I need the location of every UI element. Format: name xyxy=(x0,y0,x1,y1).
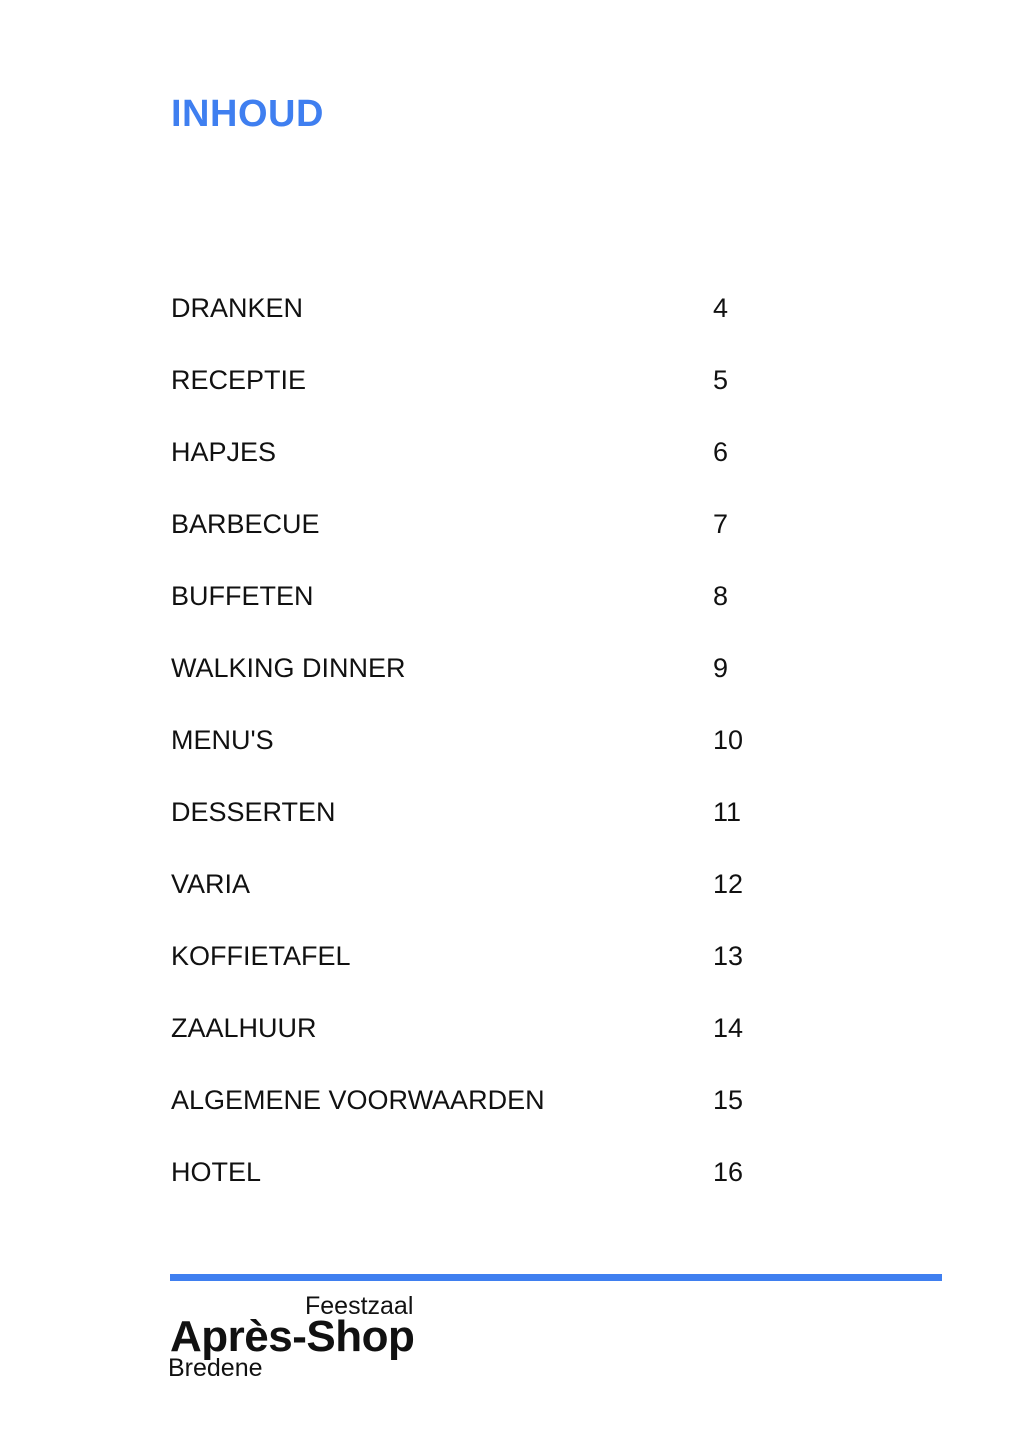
footer-divider xyxy=(170,1274,942,1281)
toc-entry-label: KOFFIETAFEL xyxy=(171,941,351,971)
logo-subtitle-top: Feestzaal xyxy=(305,1292,414,1320)
page-title: INHOUD xyxy=(171,93,324,135)
toc-entry-page-number: 4 xyxy=(713,293,729,323)
toc-entry-label: ZAALHUUR xyxy=(171,1013,317,1043)
table-of-contents xyxy=(171,288,811,1224)
toc-entry[interactable] xyxy=(171,1152,811,1224)
toc-entry-page-number: 12 xyxy=(713,869,744,899)
toc-entry-page-number: 6 xyxy=(713,437,729,467)
toc-entry[interactable] xyxy=(171,432,811,504)
toc-entry[interactable] xyxy=(171,720,811,792)
toc-entry[interactable] xyxy=(171,504,811,576)
toc-entry-label: BUFFETEN xyxy=(171,581,314,611)
toc-entry-label: WALKING DINNER xyxy=(171,653,406,683)
toc-entry-label: ALGEMENE VOORWAARDEN xyxy=(171,1085,545,1115)
toc-entry-page-number: 10 xyxy=(713,725,744,755)
toc-entry[interactable] xyxy=(171,360,811,432)
toc-entry-page-number: 14 xyxy=(713,1013,744,1043)
toc-entry-label: VARIA xyxy=(171,869,251,899)
toc-entry-label: HOTEL xyxy=(171,1157,262,1187)
venue-logo xyxy=(168,1290,438,1390)
toc-entry-page-number: 8 xyxy=(713,581,729,611)
toc-entry[interactable] xyxy=(171,288,811,360)
toc-entry-page-number: 15 xyxy=(713,1085,744,1115)
toc-entry-label: HAPJES xyxy=(171,437,277,467)
toc-entry[interactable] xyxy=(171,648,811,720)
logo-subtitle-bottom: Bredene xyxy=(168,1354,263,1382)
toc-entry-page-number: 5 xyxy=(713,365,729,395)
toc-entry-page-number: 16 xyxy=(713,1157,744,1187)
toc-entry[interactable] xyxy=(171,936,811,1008)
toc-entry-label: RECEPTIE xyxy=(171,365,307,395)
toc-entry-label: DRANKEN xyxy=(171,293,304,323)
toc-entry-label: MENU'S xyxy=(171,725,274,755)
toc-entry-page-number: 7 xyxy=(713,509,729,539)
toc-entry[interactable] xyxy=(171,1008,811,1080)
toc-entry[interactable] xyxy=(171,864,811,936)
toc-entry-page-number: 9 xyxy=(713,653,729,683)
toc-entry-label: DESSERTEN xyxy=(171,797,336,827)
toc-entry-page-number: 13 xyxy=(713,941,744,971)
toc-entry[interactable] xyxy=(171,1080,811,1152)
toc-entry[interactable] xyxy=(171,576,811,648)
toc-entry[interactable] xyxy=(171,792,811,864)
toc-entry-label: BARBECUE xyxy=(171,509,320,539)
toc-entry-page-number: 11 xyxy=(713,797,742,827)
logo-wordmark: Après-Shop xyxy=(170,1312,415,1361)
